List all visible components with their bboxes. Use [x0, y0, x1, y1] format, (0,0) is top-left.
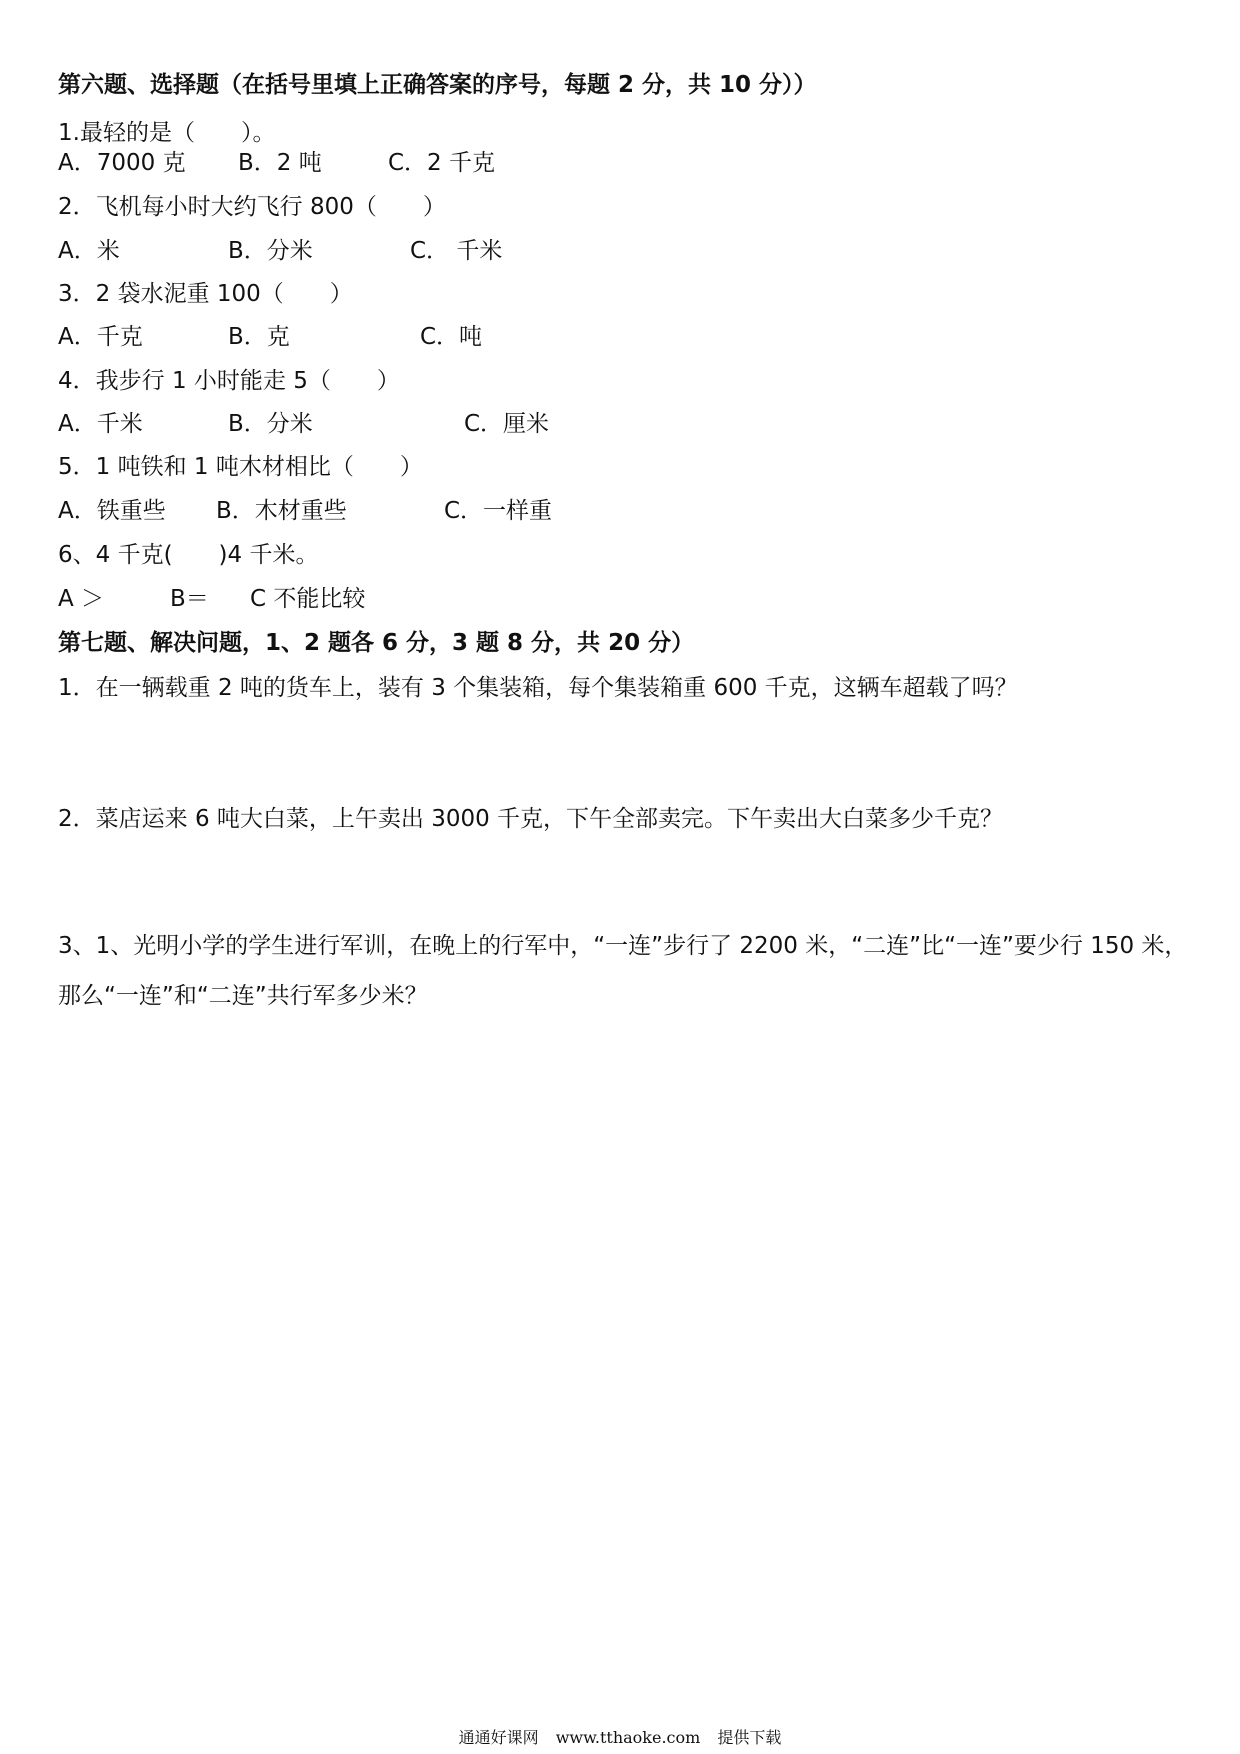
option-a: A ＞ — [58, 586, 105, 612]
option-b: B．2 吨 — [238, 150, 322, 176]
question-2: 2．飞机每小时大约飞行 800（ ） — [58, 194, 446, 220]
option-a: A．米 — [58, 238, 120, 264]
option-a: A．7000 克 — [58, 150, 186, 176]
option-c: C．2 千克 — [388, 150, 496, 176]
section7-heading: 第七题、解决问题，1、2 题各 6 分，3 题 8 分，共 20 分） — [58, 630, 695, 656]
question-6: 6、4 千克( )4 千米。 — [58, 542, 319, 568]
question-3: 3．2 袋水泥重 100（ ） — [58, 281, 353, 307]
question-4: 4．我步行 1 小时能走 5（ ） — [58, 368, 400, 394]
option-c: C． 千米 — [410, 238, 503, 264]
option-b: B．木材重些 — [216, 498, 347, 524]
question-5: 5．1 吨铁和 1 吨木材相比（ ） — [58, 454, 423, 480]
option-a: A．千米 — [58, 411, 143, 437]
option-a: A．铁重些 — [58, 498, 166, 524]
option-b: B．分米 — [228, 411, 313, 437]
option-c: C 不能比较 — [250, 586, 366, 612]
option-b: B＝ — [170, 586, 209, 612]
footer-site-name: 通通好课网 — [458, 1728, 539, 1747]
option-c: C．吨 — [420, 324, 483, 350]
option-c: C．一样重 — [444, 498, 553, 524]
section6-heading: 第六题、选择题（在括号里填上正确答案的序号，每题 2 分，共 10 分）） — [58, 72, 817, 98]
page-footer — [0, 1725, 1240, 1748]
problem-1: 1．在一辆载重 2 吨的货车上，装有 3 个集装箱，每个集装箱重 600 千克，这辆车超载了吗？ — [58, 675, 1018, 701]
problem-2: 2．菜店运来 6 吨大白菜，上午卖出 3000 千克，下午全部卖完。下午卖出大白菜多少千克？ — [58, 806, 1004, 832]
option-b: B．克 — [228, 324, 290, 350]
option-c: C．厘米 — [464, 411, 550, 437]
option-b: B．分米 — [228, 238, 313, 264]
footer-url[interactable]: www.tthaoke.com — [555, 1728, 701, 1747]
problem-3: 3、1、光明小学的学生进行军训，在晚上的行军中，“一连”步行了 2200 米，“二连”比“一连”要少行 150 米，那么“一连”和“二连”共行军多少米？ — [58, 933, 1188, 1009]
option-a: A．千克 — [58, 324, 143, 350]
footer-note: 提供下载 — [717, 1728, 782, 1747]
question-1: 1.最轻的是（ ）。 — [58, 120, 276, 146]
